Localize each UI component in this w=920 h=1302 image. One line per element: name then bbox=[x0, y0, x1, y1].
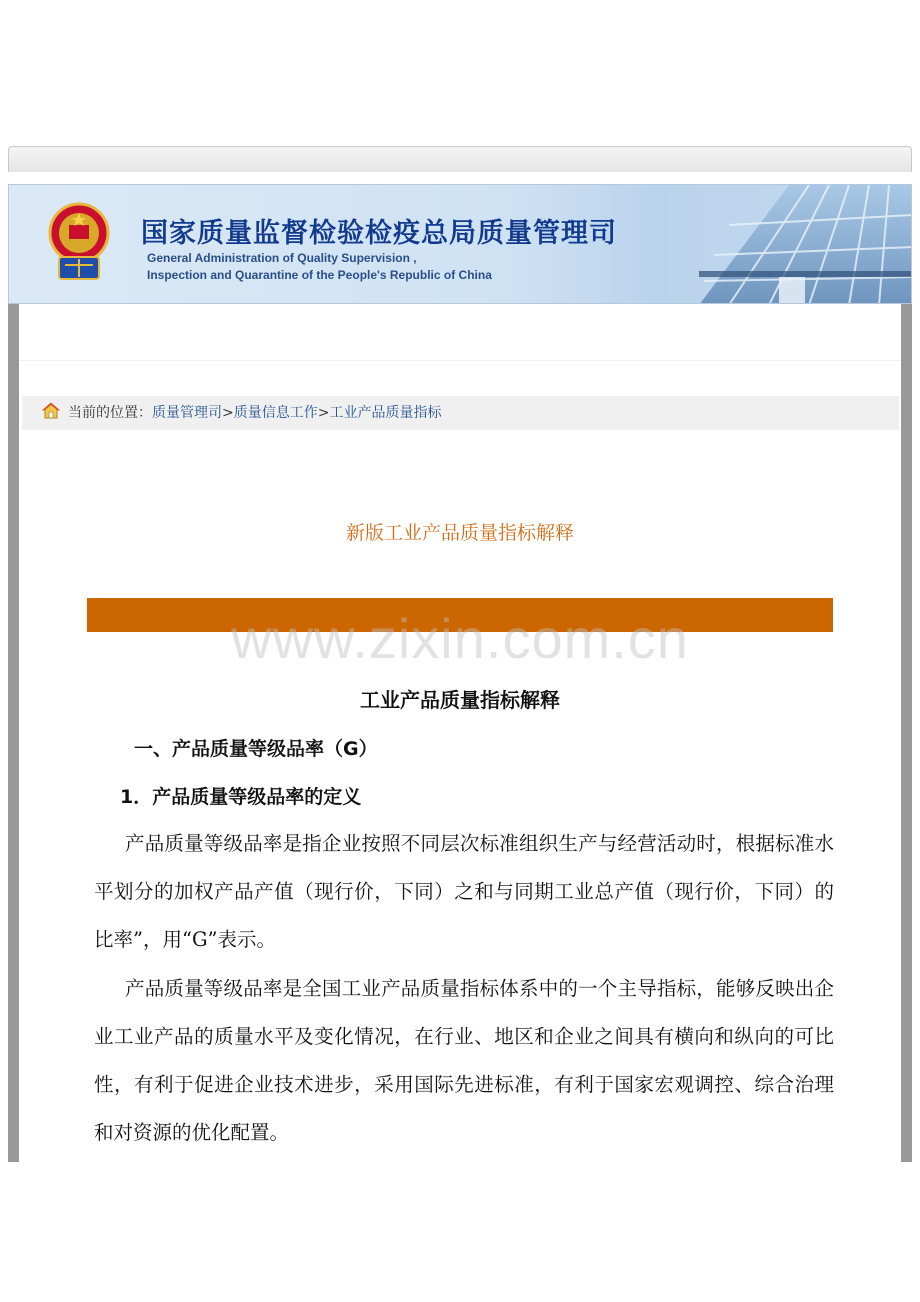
breadcrumb-link-quality-info[interactable]: 质量信息工作 bbox=[233, 405, 318, 421]
frame-right-border bbox=[901, 300, 912, 1162]
paragraph-significance: 产品质量等级品率是全国工业产品质量指标体系中的一个主导指标，能够反映出企业工业产品的质量水平及变化情况，在行业、地区和企业之间具有横向和纵向的可比性，有利于促进企业技术进步，采用国际先进标准，有利于国家宏观调控、综合治理和对资源的优化配置。 bbox=[94, 977, 834, 1144]
banner-title-en-line1: General Administration of Quality Supervision , bbox=[147, 251, 417, 265]
breadcrumb bbox=[22, 396, 899, 430]
national-emblem-icon bbox=[47, 199, 111, 283]
subsection-heading: 1．产品质量等级品率的定义 bbox=[120, 786, 362, 808]
watermark-text: www.zixin.com.cn bbox=[231, 607, 689, 670]
building-graphic bbox=[669, 185, 912, 304]
banner-title-cn: 国家质量监督检验检疫总局质量管理司 bbox=[141, 218, 617, 249]
breadcrumb-link-industrial-indicators[interactable]: 工业产品质量指标 bbox=[329, 405, 442, 421]
browser-top-bar bbox=[8, 146, 912, 172]
page-heading: 新版工业产品质量指标解释 bbox=[345, 522, 574, 544]
paragraph-definition: 产品质量等级品率是指企业按照不同层次标准组织生产与经营活动时，根据标准水平划分的加权产品产值（现行价，下同）之和与同期工业总产值（现行价，下同）的比率”，用“G”表示。 bbox=[94, 832, 834, 951]
banner-title-en-line2: Inspection and Quarantine of the People's Republic of China bbox=[147, 268, 492, 282]
breadcrumb-prefix: 当前的位置： bbox=[68, 405, 152, 421]
breadcrumb-separator: > bbox=[222, 405, 234, 421]
document-title: 工业产品质量指标解释 bbox=[360, 688, 560, 712]
site-banner bbox=[8, 184, 912, 304]
nav-spacer bbox=[19, 304, 901, 361]
section-heading: 一、产品质量等级品率（G） bbox=[134, 738, 378, 760]
home-icon[interactable] bbox=[42, 402, 60, 420]
frame-left-border bbox=[8, 300, 19, 1162]
breadcrumb-link-quality-dept[interactable]: 质量管理司 bbox=[152, 405, 222, 421]
breadcrumb-separator: > bbox=[317, 405, 330, 421]
